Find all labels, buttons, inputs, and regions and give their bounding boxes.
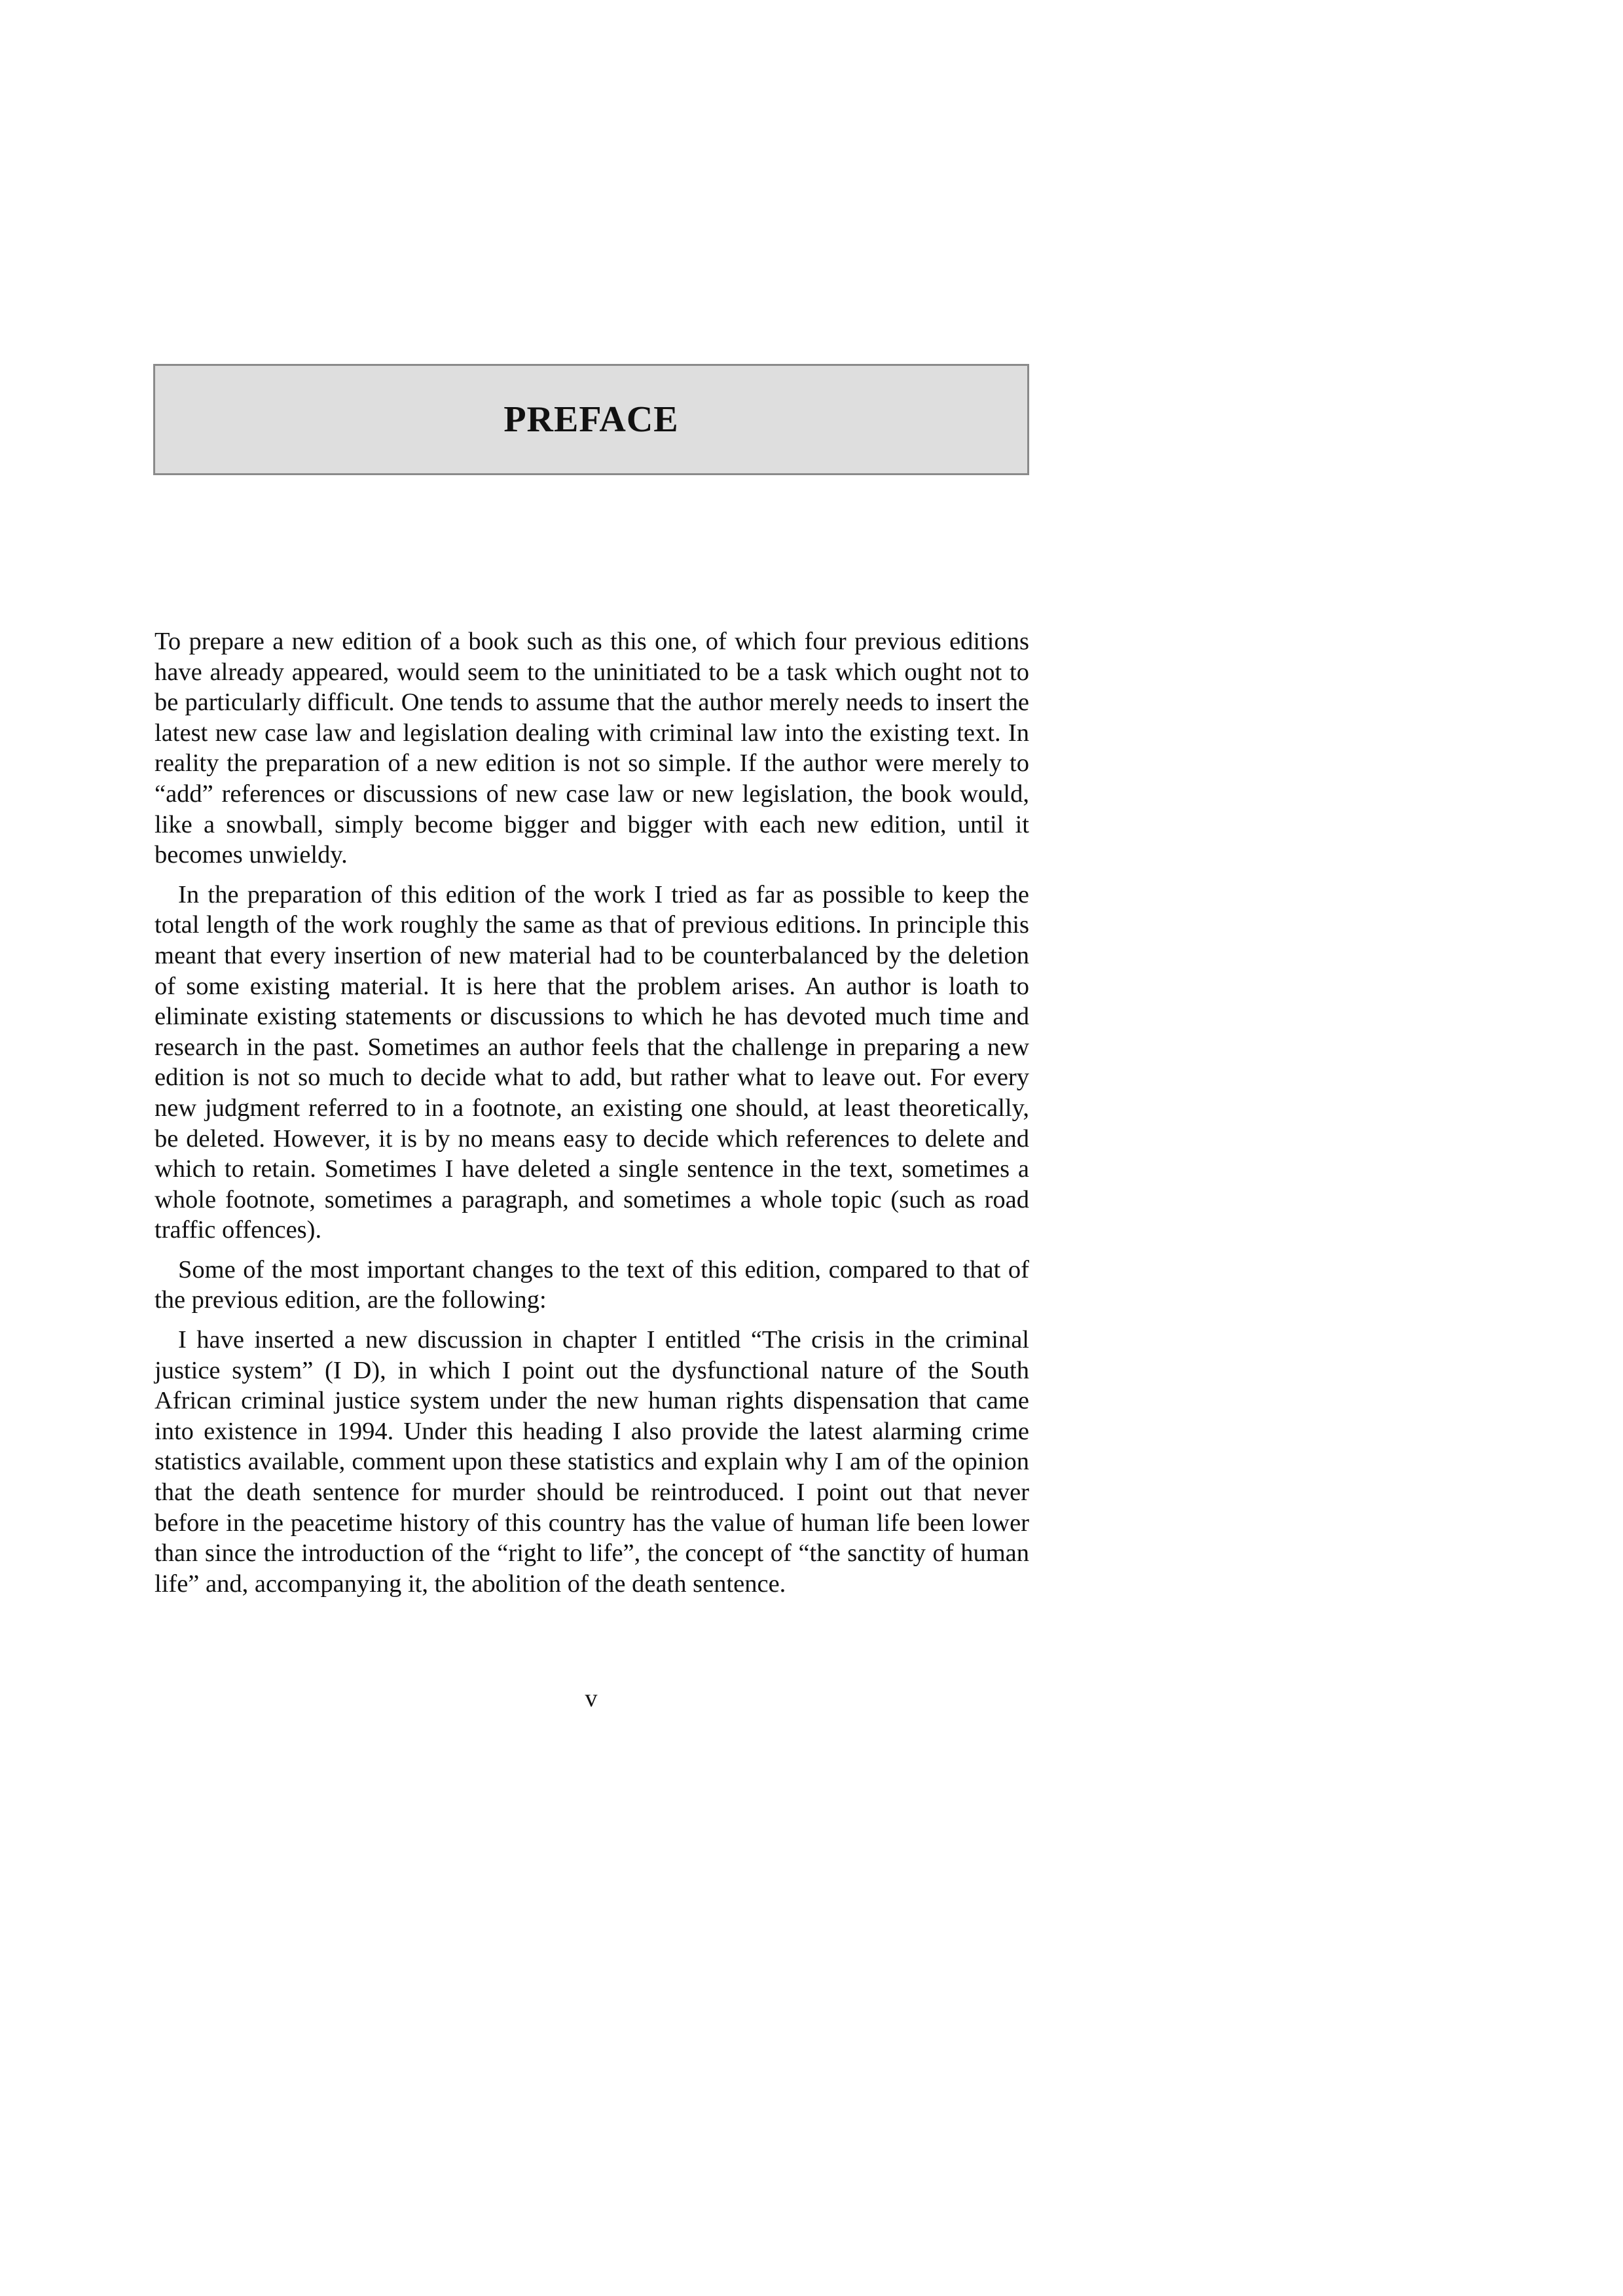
paragraph-4: I have inserted a new discussion in chapter I entitled “The crisis in the criminal justice system” (I D), in which I point out the dysfunctional nature of the South African criminal justice system under the new human rights dispensation that came into existence in 1994. Under this heading I also provide the latest alarming crime statistics available, comment upon these statistics and explain why I am of the opinion that the death sentence for murder should be reintroduced. I point out that never before in the peacetime history of this country has the value of human life been lower than since the introduction of the “right to life”, the concept of “the sanctity of human life” and, accompanying it, the abolition of the death sentence.: [155, 1326, 1029, 1598]
page-number: v: [585, 1685, 598, 1712]
paragraph-3: Some of the most important changes to the text of this edition, compared to that of the previous edition, are the following:: [155, 1255, 1029, 1314]
paragraph-1: To prepare a new edition of a book such as this one, of which four previous editions have already appeared, would seem to the uninitiated to be a task which ought not to be particularly difficult. One tends to assume that the author merely needs to insert the latest new case law and legislation dealing with criminal law into the existing text. In reality the preparation of a new edition is not so simple. If the author were merely to “add” references or discussions of new case law or new legislation, the book would, like a snowball, simply become bigger and bigger with each new edition, until it becomes unwieldy.: [155, 628, 1029, 869]
preface-body: [155, 626, 1029, 1608]
page-title: PREFACE: [503, 399, 679, 440]
preface-heading-box: [153, 364, 1029, 475]
paragraph-2: In the preparation of this edition of the work I tried as far as possible to keep the total length of the work roughly the same as that of previous editions. In principle this meant that every insertion of new material had to be counterbalanced by the deletion of some existing material. It is here that the problem arises. An author is loath to eliminate existing statements or discussions to which he has devoted much time and research in the past. Sometimes an author feels that the challenge in preparing a new edition is not so much to decide what to add, but rather what to leave out. For every new judgment referred to in a footnote, an existing one should, at least theoretically, be deleted. However, it is by no means easy to decide which references to delete and which to retain. Sometimes I have deleted a single sentence in the text, sometimes a whole footnote, sometimes a paragraph, and sometimes a whole topic (such as road traffic offences).: [155, 880, 1029, 1244]
